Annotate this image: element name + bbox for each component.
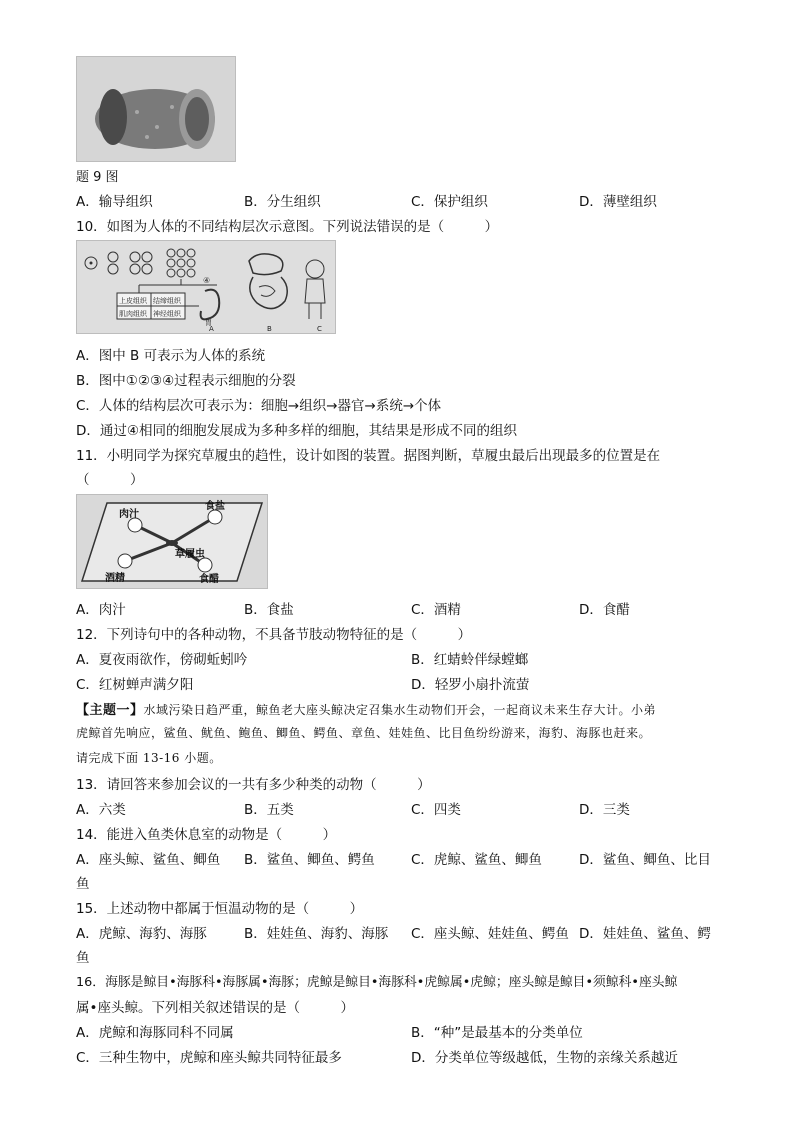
q10-option-c[interactable]: C．人体的结构层次可表示为：细胞→组织→器官→系统→个体: [76, 398, 442, 414]
body-levels-figure: [76, 240, 336, 334]
q14-stem: 14．能进入鱼类休息室的动物是（ ）: [76, 827, 337, 843]
tissue-muscle: 肌肉组织: [119, 310, 147, 318]
q15-option-b[interactable]: B．娃娃鱼、海豹、海豚: [244, 926, 389, 942]
topic1-line2: 虎鲸首先响应，鲨鱼、鱿鱼、鲍鱼、鲫鱼、鳄鱼、章鱼、娃娃鱼、比目鱼纷纷游来，海豹、海豚也赶来。: [76, 726, 652, 740]
q12-option-a[interactable]: A．夏夜雨欲作，傍砌蚯蚓吟: [76, 652, 248, 668]
q13-option-c[interactable]: C．四类: [411, 802, 461, 818]
q11-option-a[interactable]: A．肉汁: [76, 602, 126, 618]
q9-option-b[interactable]: B．分生组织: [244, 194, 321, 210]
q14-option-d-wrap: 鱼: [76, 876, 90, 892]
meat-juice-label: 肉汁: [119, 509, 139, 520]
q10-stem: 10．如图为人体的不同结构层次示意图。下列说法错误的是（ ）: [76, 219, 499, 235]
q9-option-d[interactable]: D．薄壁组织: [579, 194, 657, 210]
q12-option-b[interactable]: B．红蜻蛉伴绿螳螂: [411, 652, 529, 668]
q10-option-d[interactable]: D．通过④相同的细胞发展成为多种多样的细胞，其结果是形成不同的组织: [76, 423, 517, 439]
q13-option-b[interactable]: B．五类: [244, 802, 294, 818]
q11-stem-line1: 11．小明同学为探究草履虫的趋性，设计如图的装置。据图判断，草履虫最后出现最多的位置是在: [76, 448, 661, 464]
q9-caption: 题 9 图: [76, 170, 119, 185]
q12-option-c[interactable]: C．红树蝉声满夕阳: [76, 677, 194, 693]
q15-option-c[interactable]: C．座头鲸、娃娃鱼、鳄鱼: [411, 926, 569, 942]
topic1-text1: 水域污染日趋严重，鲸鱼老大座头鲸决定召集水生动物们开会，一起商议未来生存大计。小弟: [143, 703, 657, 717]
q16-option-c[interactable]: C．三种生物中，虎鲸和座头鲸共同特征最多: [76, 1050, 342, 1066]
q16-option-a[interactable]: A．虎鲸和海豚同科不同属: [76, 1025, 234, 1041]
q11-stem-line2: （ ）: [76, 472, 144, 488]
topic1-line1: [76, 699, 656, 718]
loofah-illustration: [77, 57, 235, 161]
topic1-tag: 【主题一】: [76, 703, 144, 718]
organ-label: 胃: [205, 319, 212, 327]
q15-stem: 15．上述动物中都属于恒温动物的是（ ）: [76, 901, 364, 917]
q15-option-d-wrap: 鱼: [76, 950, 90, 966]
q10-option-b[interactable]: B．图中①②③④过程表示细胞的分裂: [76, 373, 296, 389]
q16-stem-line1: 16．海豚是鲸目•海豚科•海豚属•海豚；虎鲸是鲸目•海豚科•虎鲸属•虎鲸；座头鲸是鲸目•须鲸科•座头鲸: [76, 975, 678, 990]
q14-option-a[interactable]: A．座头鲸、鲨鱼、鲫鱼: [76, 852, 221, 868]
tissue-nervous: 神经组织: [153, 310, 181, 318]
q16-option-d[interactable]: D．分类单位等级越低，生物的亲缘关系越近: [411, 1050, 678, 1066]
label-b: B: [267, 325, 272, 333]
step4-label: ④: [203, 276, 211, 285]
salt-label: 食盐: [205, 501, 225, 512]
q14-option-c[interactable]: C．虎鲸、鲨鱼、鲫鱼: [411, 852, 542, 868]
q12-option-d[interactable]: D．轻罗小扇扑流萤: [411, 677, 530, 693]
topic1-line3: 请完成下面 13-16 小题。: [76, 751, 222, 765]
q9-option-a[interactable]: A．输导组织: [76, 194, 153, 210]
q14-option-b[interactable]: B．鲨鱼、鲫鱼、鳄鱼: [244, 852, 375, 868]
tissue-connective: 结缔组织: [153, 297, 181, 305]
tissue-epithelial: 上皮组织: [119, 297, 147, 305]
q11-option-c[interactable]: C．酒精: [411, 602, 461, 618]
q13-stem: 13．请回答来参加会议的一共有多少种类的动物（ ）: [76, 777, 431, 793]
label-c: C: [317, 325, 322, 333]
q10-option-a[interactable]: A．图中 B 可表示为人体的系统: [76, 348, 266, 364]
q13-option-a[interactable]: A．六类: [76, 802, 126, 818]
label-a: A: [209, 325, 214, 333]
q13-option-d[interactable]: D．三类: [579, 802, 630, 818]
vinegar-label: 食醋: [199, 574, 219, 585]
alcohol-label: 酒精: [105, 573, 125, 584]
q12-stem: 12．下列诗句中的各种动物，不具备节肢动物特征的是（ ）: [76, 627, 472, 643]
q16-stem-line2: 属•座头鲸。下列相关叙述错误的是（ ）: [76, 1000, 354, 1016]
q16-option-b[interactable]: B．“种”是最基本的分类单位: [411, 1025, 583, 1041]
q11-option-b[interactable]: B．食盐: [244, 602, 294, 618]
q11-option-d[interactable]: D．食醋: [579, 602, 630, 618]
paramecium-figure: [76, 494, 268, 589]
q9-option-c[interactable]: C．保护组织: [411, 194, 488, 210]
q15-option-a[interactable]: A．虎鲸、海豹、海豚: [76, 926, 207, 942]
q14-option-d[interactable]: D．鲨鱼、鲫鱼、比目: [579, 852, 711, 868]
paramecium-label: 草履虫: [175, 549, 205, 560]
loofah-photo: [76, 56, 236, 162]
q15-option-d[interactable]: D．娃娃鱼、鲨鱼、鳄: [579, 926, 711, 942]
